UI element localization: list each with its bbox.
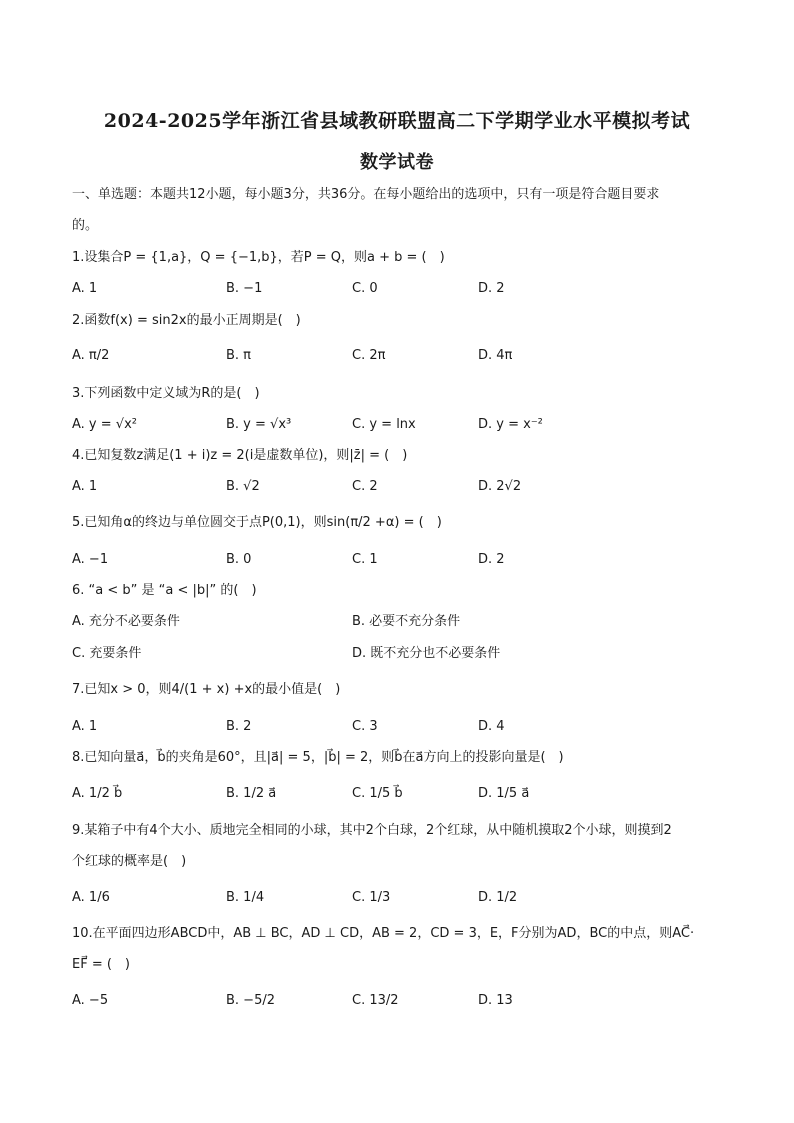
question-8-stem: 8.已知向量a⃗，b⃗的夹角是60°，且|a⃗| = 5，|b⃗| = 2，则b⃗在a⃗方向上的投影向量是( ) <box>72 750 564 765</box>
question-3-option-c: C. y = lnx <box>352 417 416 432</box>
question-4-option-d: D. 2√2 <box>478 479 522 494</box>
question-9-stem: 9.某箱子中有4个大小、质地完全相同的小球，其中2个白球，2个红球，从中随机摸取2个小球，则摸到2 <box>72 823 672 838</box>
question-9-option-c: C. 1/3 <box>352 890 391 905</box>
question-10-stem: 10.在平面四边形ABCD中，AB ⊥ BC，AD ⊥ CD，AB = 2，CD = 3，E，F分别为AD，BC的中点，则AC⃗· <box>72 926 695 941</box>
question-7-option-d: D. 4 <box>478 719 505 734</box>
question-10-option-a: A. −5 <box>72 993 109 1008</box>
question-6-option-c: C. 充要条件 <box>72 646 142 661</box>
question-5-stem: 5.已知角α的终边与单位圆交于点P(0,1)，则sin(π/2 +α) = ( ) <box>72 515 442 530</box>
question-9-option-a: A. 1/6 <box>72 890 110 905</box>
question-9-option-d: D. 1/2 <box>478 890 518 905</box>
question-2-option-d: D. 4π <box>478 348 513 363</box>
question-6-option-b: B. 必要不充分条件 <box>352 614 461 629</box>
question-8-option-b: B. 1/2 a⃗ <box>226 786 277 801</box>
question-3-option-d: D. y = x⁻² <box>478 417 543 432</box>
question-6-stem: 6. “a < b” 是 “a < |b|” 的( ) <box>72 583 257 598</box>
question-7-option-a: A. 1 <box>72 719 98 734</box>
question-1-option-d: D. 2 <box>478 281 505 296</box>
question-10-option-c: C. 13/2 <box>352 993 399 1008</box>
question-8-option-d: D. 1/5 a⃗ <box>478 786 530 801</box>
question-7-option-c: C. 3 <box>352 719 378 734</box>
question-7-stem: 7.已知x > 0，则4/(1 + x) +x的最小值是( ) <box>72 682 341 697</box>
question-7-option-b: B. 2 <box>226 719 252 734</box>
question-2-option-b: B. π <box>226 348 252 363</box>
question-4-option-a: A. 1 <box>72 479 98 494</box>
question-4-option-b: B. √2 <box>226 479 260 494</box>
page-subtitle: 数学试卷 <box>360 152 434 173</box>
question-5-option-a: A. −1 <box>72 552 109 567</box>
question-2-option-a: A. π/2 <box>72 348 110 363</box>
question-1-option-a: A. 1 <box>72 281 98 296</box>
question-5-option-c: C. 1 <box>352 552 378 567</box>
question-9-option-b: B. 1/4 <box>226 890 265 905</box>
question-3-option-a: A. y = √x² <box>72 417 137 432</box>
question-6-option-d: D. 既不充分也不必要条件 <box>352 646 501 661</box>
section-heading-cont: 的。 <box>72 218 99 233</box>
question-10-option-d: D. 13 <box>478 993 513 1008</box>
question-1-stem: 1.设集合P = {1,a}，Q = {−1,b}，若P = Q，则a + b = ( ) <box>72 250 445 265</box>
question-6-option-a: A. 充分不必要条件 <box>72 614 180 629</box>
question-1-option-c: C. 0 <box>352 281 378 296</box>
question-10-option-b: B. −5/2 <box>226 993 275 1008</box>
question-4-option-c: C. 2 <box>352 479 378 494</box>
question-1-option-b: B. −1 <box>226 281 263 296</box>
question-2-option-c: C. 2π <box>352 348 386 363</box>
question-5-option-b: B. 0 <box>226 552 252 567</box>
question-8-option-c: C. 1/5 b⃗ <box>352 786 403 801</box>
question-4-stem: 4.已知复数z满足(1 + i)z = 2(i是虚数单位)，则|z̄| = ( ) <box>72 448 408 463</box>
section-heading: 一、单选题：本题共12小题，每小题3分，共36分。在每小题给出的选项中，只有一项是符合题目要求 <box>72 187 660 202</box>
question-9-stem-cont: 个红球的概率是( ) <box>72 854 187 869</box>
question-8-option-a: A. 1/2 b⃗ <box>72 786 123 801</box>
question-10-stem-cont: EF⃗ = ( ) <box>72 957 130 972</box>
page-title: 2024-2025学年浙江省县域教研联盟高二下学期学业水平模拟考试 <box>103 110 691 132</box>
question-3-stem: 3.下列函数中定义域为R的是( ) <box>72 386 260 401</box>
question-2-stem: 2.函数f(x) = sin2x的最小正周期是( ) <box>72 313 301 328</box>
question-5-option-d: D. 2 <box>478 552 505 567</box>
question-3-option-b: B. y = √x³ <box>226 417 292 432</box>
